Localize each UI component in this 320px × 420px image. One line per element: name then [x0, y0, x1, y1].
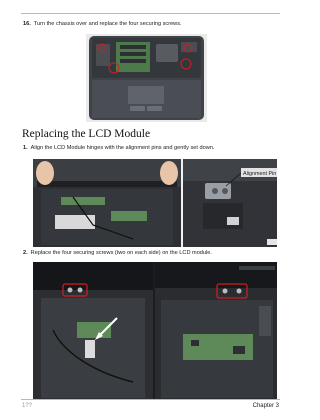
- securing-screws-photo: [33, 262, 277, 399]
- hinge-alignment-photo: [33, 159, 277, 247]
- step-16: [23, 21, 182, 28]
- chapter-label: Chapter 3: [252, 403, 279, 409]
- footer-rule: [21, 399, 280, 400]
- step-text: Replace the four securing screws (two on each side) on the LCD module.: [30, 250, 212, 256]
- chassis-bottom-photo: [86, 34, 207, 122]
- step-number: 2.: [23, 250, 28, 256]
- step-2: [23, 250, 212, 257]
- header-rule: [21, 13, 280, 14]
- step-text: Turn the chassis over and replace the four securing screws.: [33, 21, 182, 27]
- alignment-pin-callout: Alignment Pin: [243, 171, 277, 177]
- page-number: 1??: [22, 403, 33, 409]
- section-heading: Replacing the LCD Module: [22, 128, 151, 140]
- step-text: Align the LCD Module hinges with the alignment pins and gently set down.: [30, 145, 215, 151]
- step-number: 16.: [23, 21, 31, 27]
- step-number: 1.: [23, 145, 28, 151]
- step-1: [23, 145, 214, 152]
